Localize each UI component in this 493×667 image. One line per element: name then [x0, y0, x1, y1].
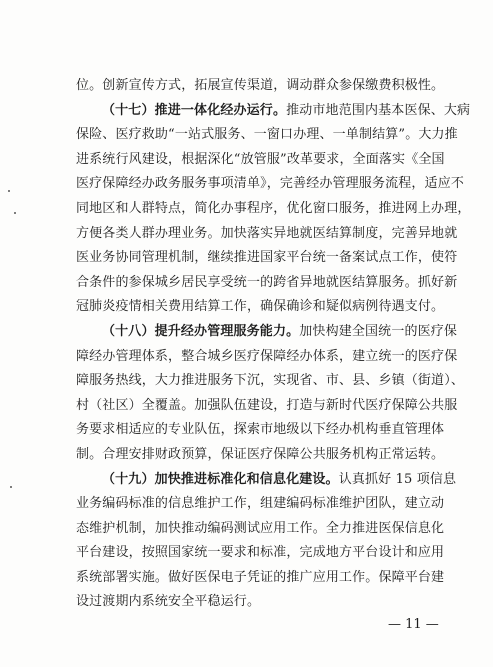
scan-dot	[14, 212, 16, 214]
text-run: 认真抓好 15 项信息	[338, 471, 457, 487]
body-text	[76, 74, 471, 615]
text-line	[76, 443, 444, 468]
text-run: 位。创新宣传方式，拓展宣传渠道，调动群众参保缴费积极性。	[76, 78, 445, 93]
text-line	[76, 566, 444, 591]
text-line	[76, 222, 458, 247]
text-run: 加快构建全国统一的医疗保	[299, 323, 458, 339]
text-line	[76, 148, 444, 173]
text-run: 医业务协同管理机制，继续推进国家平台统一备案试点工作，使符	[76, 250, 458, 266]
text-run: 态维护机制，加快推动编码测试应用工作。全力推进医保信息化	[76, 520, 445, 536]
text-line	[76, 172, 465, 197]
text-run: 平台建设，按照国家统一要求和标准，完成地方平台设计和应用	[76, 545, 445, 561]
text-line	[76, 123, 458, 148]
text-run: 村（社区）全覆盖。加强队伍建设，打造与新时代医疗保障公共服	[76, 397, 458, 413]
text-run: 推动市地范围内基本医保、大病	[286, 102, 471, 118]
section-heading: （十八）提升经办管理服务能力。	[102, 323, 300, 339]
text-run: 进系统行风建设，根据深化“放管服”改革要求，全面落实《全国	[76, 151, 445, 167]
text-run: 同地区和人群特点，简化办事程序，优化窗口服务，推进网上办理，	[76, 200, 471, 216]
text-line	[76, 320, 458, 345]
text-run: 设过渡期内系统安全平稳运行。	[76, 594, 261, 610]
text-run: 障服务热线，大力推进服务下沉，实现省、市、县、乡镇（街道）、	[76, 373, 465, 389]
text-line	[76, 74, 444, 99]
text-run: 系统部署实施。做好医保电子凭证的推广应用工作。保障平台建	[76, 569, 445, 585]
text-line	[76, 541, 444, 566]
text-line	[76, 246, 458, 271]
text-line	[76, 295, 444, 320]
section-heading: （十九）加快推进标准化和信息化建设。	[102, 471, 339, 487]
text-line	[76, 517, 444, 542]
text-run: 务要求相适应的专业队伍，探索市地级以下经办机构垂直管理体	[76, 422, 445, 438]
text-line	[76, 492, 444, 517]
text-line	[76, 369, 465, 394]
page-number: — 11 —	[388, 617, 439, 632]
text-line	[76, 271, 458, 296]
text-line	[76, 99, 471, 124]
text-run: 制。合理安排财政预算，保证医疗保障公共服务机构正常运转。	[76, 446, 445, 462]
text-run: 障经办管理体系，整合城乡医疗保障经办体系，建立统一的医疗保	[76, 348, 458, 364]
text-run: 冠肺炎疫情相关费用结算工作，确保确诊和疑似病例待遇支付。	[76, 299, 445, 315]
text-run: 保险、医疗救助“一站式服务、一窗口办理、一单制结算”。大力推	[76, 127, 458, 143]
text-line	[76, 418, 444, 443]
scan-dot	[8, 190, 10, 192]
text-line	[76, 345, 458, 370]
text-run: 业务编码标准的信息维护工作，组建编码标准维护团队，建立动	[76, 496, 445, 512]
text-line	[76, 197, 471, 222]
text-run: 医疗保障经办政务服务事项清单》，完善经办管理服务流程，适应不	[76, 176, 465, 192]
text-line	[76, 394, 458, 419]
text-run: 合条件的参保城乡居民享受统一的跨省异地就医结算服务。抓好新	[76, 274, 458, 290]
section-heading: （十七）推进一体化经办运行。	[102, 102, 287, 118]
text-run: 方便各类人群办理业务。加快落实异地就医结算制度，完善异地就	[76, 225, 458, 241]
scan-dot	[10, 486, 12, 488]
text-line	[76, 468, 457, 493]
text-line	[76, 590, 444, 615]
